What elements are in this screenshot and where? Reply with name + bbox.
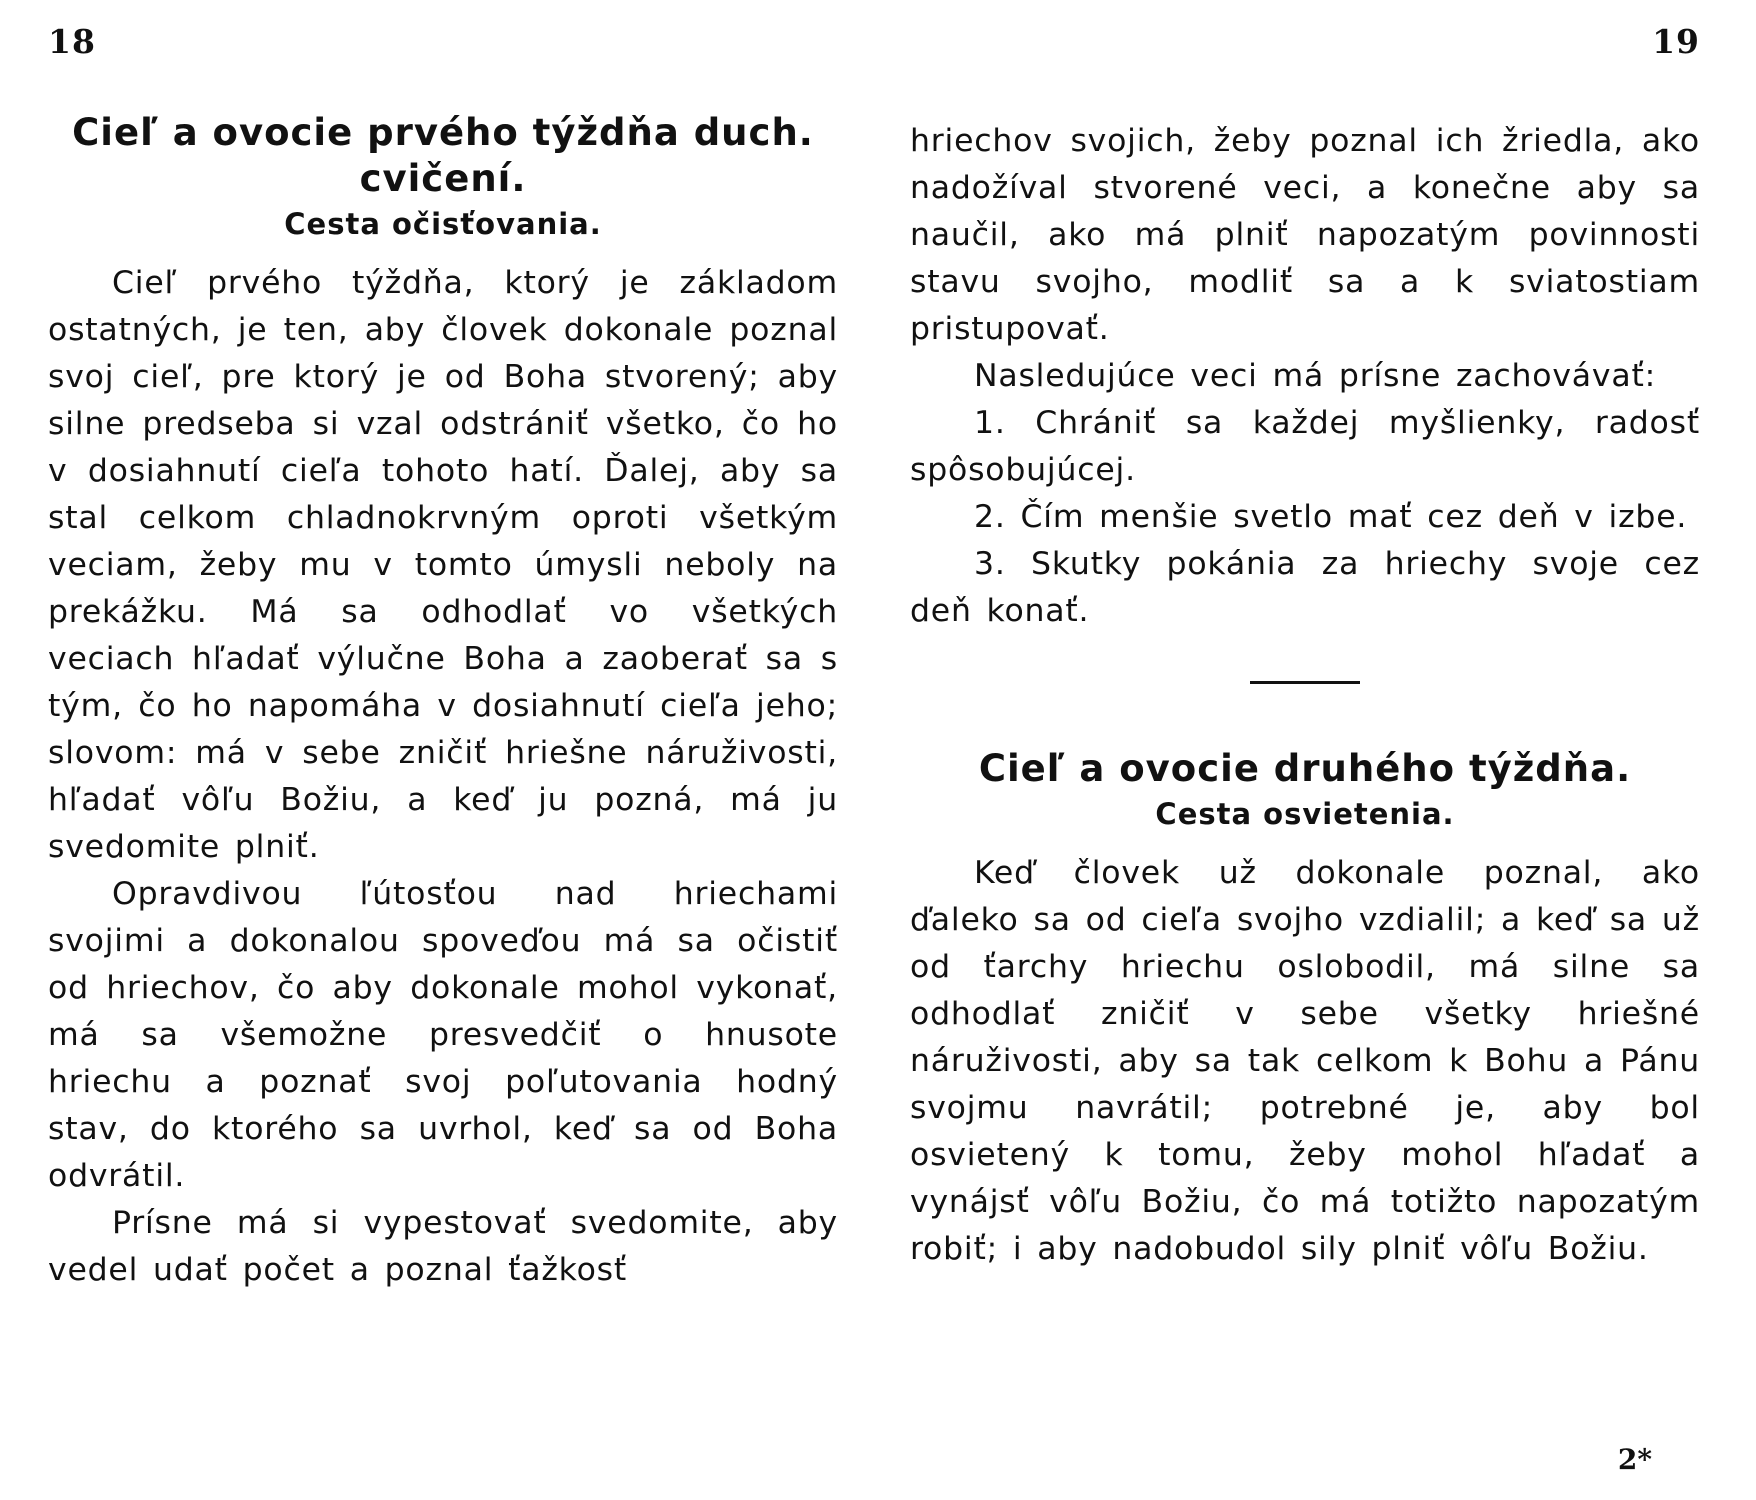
right-page-content [910, 118, 1700, 1273]
paragraph-conscience: Prísne má si vypestovať svedomite, aby vedel udať počet a poznal ťažkosť [48, 1205, 838, 1288]
spacer [910, 836, 1700, 850]
paragraph-continuation: hriechov svojich, žeby poznal ich žriedla, ako nadožíval stvorené veci, a konečne aby sa naučil, ako má plniť napozatým povinnosti stavu svojho, modliť sa a k sviatostiam pristupovať. [910, 123, 1700, 347]
section-subtitle-purification: Cesta očisťovania. [284, 207, 602, 241]
paragraph-illumination: Keď človek už dokonale poznal, ako ďaleko sa od cieľa svojho vzdialil; a keď sa už od ťarchy hriechu oslobodil, má silne sa odhodlať zničiť v sebe všetky hriešné náruživosti, aby sa tak celkom k Bohu a Pánu svojmu navrátil; potrebné je, aby bol osvietený k tomu, žeby mohol hľadať a vynájsť vôľu Božiu, čo má totižto napozatým robiť; i aby nadobudol sily plniť vôľu Božiu. [910, 855, 1700, 1267]
page-number-right: 19 [1652, 22, 1700, 61]
spacer [48, 246, 838, 260]
right-page [910, 0, 1700, 1500]
rule-item-2: 2. Čím menšie svetlo mať cez deň v izbe. [974, 499, 1688, 535]
rules-intro: Nasledujúce veci má prísne zachovávať: [974, 358, 1657, 394]
section-divider [1250, 681, 1360, 684]
rule-item-3: 3. Skutky pokánia za hriechy svoje cez deň konať. [910, 546, 1700, 629]
page-number-left: 18 [48, 22, 96, 61]
left-page [48, 0, 838, 1500]
left-page-content [48, 110, 838, 1294]
paragraph-repentance: Opravdivou ľútosťou nad hriechami svojimi a dokonalou spoveďou má sa očistiť od hriechov, čo aby dokonale mohol vykonať, má sa všemožne presvedčiť o hnusote hriechu a poznať svoj poľutovania hodný stav, do ktorého sa uvrhol, keď sa od Boha odvrátil. [48, 876, 838, 1194]
section-title-second-week: Cieľ a ovocie druhého týždňa. [978, 747, 1632, 790]
signature-mark: 2* [1617, 1443, 1652, 1476]
section-subtitle-illumination: Cesta osvietenia. [1155, 797, 1455, 831]
section-title-first-week: Cieľ a ovocie prvého týždňa duch. cvičení. [72, 111, 814, 200]
rule-item-1: 1. Chrániť sa každej myšlienky, radosť spôsobujúcej. [910, 405, 1700, 488]
paragraph-goal: Cieľ prvého týždňa, ktorý je základom ostatných, je ten, aby človek dokonale poznal svoj cieľ, pre ktorý je od Boha stvorený; aby silne predseba si vzal odstrániť všetko, čo ho v dosiahnutí cieľa tohoto hatí. Ďalej, aby sa stal celkom chladnokrvným oproti všetkým veciam, žeby mu v tomto úmysli neboly na prekážku. Má sa odhodlať vo všetkých veciach hľadať výlučne Boha a zaoberať sa s tým, čo ho napomáha v dosiahnutí cieľa jeho; slovom: má v sebe zničiť hriešne náruživosti, hľadať vôľu Božiu, a keď ju pozná, má ju svedomite plniť. [48, 265, 838, 865]
